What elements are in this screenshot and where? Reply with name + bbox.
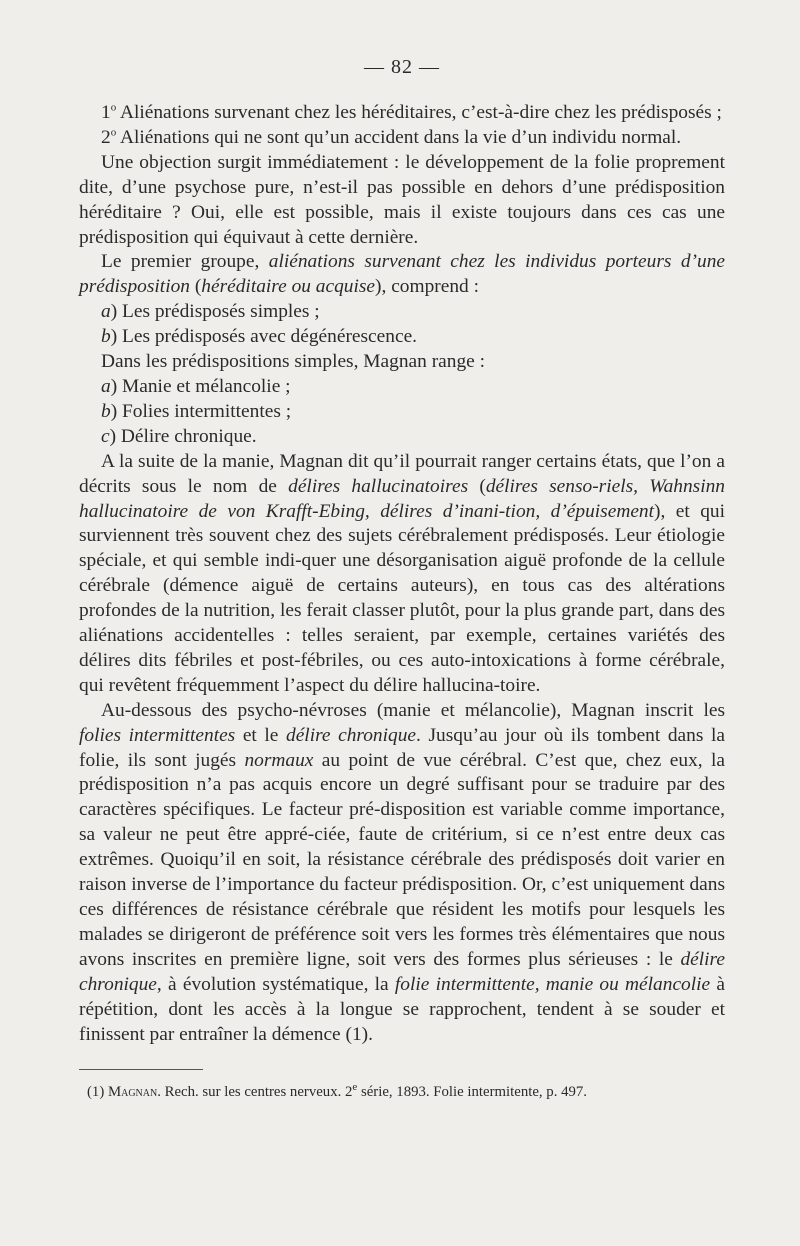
paragraph xyxy=(79,300,725,325)
paragraph xyxy=(79,325,725,350)
superscript: e xyxy=(352,1081,358,1094)
page xyxy=(79,56,725,1102)
italic-span: a xyxy=(101,301,111,323)
paragraph xyxy=(79,400,725,425)
text-span: (1) xyxy=(87,1084,108,1101)
text-span: A la suite de la manie, Magnan dit qu’il pourrait ranger certains états, que l’on a décrits sous le nom de xyxy=(79,450,725,497)
italic-span: héréditaire ou acquise xyxy=(201,276,376,298)
footnote-rule xyxy=(79,1069,203,1070)
italic-span: folie intermittente, manie ou mélancolie xyxy=(394,973,711,995)
paragraph xyxy=(79,151,725,251)
superscript: o xyxy=(110,126,117,139)
text-span: ( xyxy=(189,276,202,298)
paragraph xyxy=(79,375,725,400)
text-span: Aliénations qui ne sont qu’un accident dans la vie d’un individu normal. xyxy=(116,126,682,148)
italic-span: c xyxy=(101,425,110,447)
text-span: ) Les prédisposés simples ; xyxy=(110,301,320,323)
paragraph xyxy=(79,126,725,151)
italic-span: folies intermittentes xyxy=(79,724,236,746)
text-span: ) Délire chronique. xyxy=(109,425,257,447)
paragraph xyxy=(79,699,725,1048)
text-span: Magnan xyxy=(107,1084,158,1101)
text-span: Dans les prédispositions simples, Magnan range : xyxy=(101,351,485,373)
text-span: ), comprend : xyxy=(375,276,479,298)
text-span: 2 xyxy=(101,126,111,148)
body-text xyxy=(79,101,725,1047)
text-span: Le premier groupe, xyxy=(101,251,269,273)
italic-span: aliénations survenant chez les individus porteurs d’une prédisposition xyxy=(79,251,726,298)
italic-span: a xyxy=(101,375,111,397)
text-span: Une objection surgit immédiatement : le développement de la folie proprement dite, d’une psychose pure, n’est-il pas possible en dehors d’une prédisposition héréditaire ? Oui, elle est possible, mais il existe toujours dans ces cas une prédisposition qui équivaut à cette dernière. xyxy=(79,151,725,248)
text-span: à répétition, dont les accès à la longue se rapprochent, tendent à se souder et finissent par entraîner la démence (1). xyxy=(79,973,725,1045)
paragraph xyxy=(79,450,725,699)
text-span: ) Manie et mélancolie ; xyxy=(110,375,291,397)
italic-span: délire chronique xyxy=(286,724,417,746)
text-span: série, 1893. Folie intermitente, p. 497. xyxy=(357,1084,588,1101)
superscript: o xyxy=(110,101,117,114)
text-span: au point de vue cérébral. C’est que, chez eux, la prédisposition n’a pas acquis encore un degré suffisant pour se traduire par des caractères spécifiques. Le facteur pré-disposition est variable comme importance, sa valeur ne peut être appré-ciée, faute de critérium, si ce n’est entre deux cas extrêmes. Quoiqu’il en soit, la résistance cérébrale des prédisposés doit varier en raison inverse de l’importance du facteur prédisposition. Or, c’est uniquement dans ces différences de résistance cérébrale que résident les motifs pour lesquels les malades se dirigeront de préférence soit vers les formes très élémentaires que nous avons inscrites en première ligne, soit vers des formes plus sérieuses : le xyxy=(79,749,725,970)
text-span: . Rech. sur les centres nerveux. 2 xyxy=(157,1084,353,1101)
paragraph xyxy=(79,101,725,126)
text-span: ), et qui surviennent très souvent chez des sujets cérébralement prédisposés. Leur étiologie spéciale, et qui semble indi-quer une désorganisation aiguë profonde de la cellule cérébrale (démence aiguë de certains auteurs), en tous cas des altérations profondes de la nutrition, les ferait classer plutôt, pour la plus grande part, dans des aliénations accidentelles : telles seraient, par exemple, certaines variétés des délires dits fébriles et post-fébriles, ou ces auto-intoxications à forme cérébrale, qui revêtent fréquemment l’aspect du délire hallucina-toire. xyxy=(79,500,725,696)
text-span: , à évolution systématique, la xyxy=(156,973,395,995)
text-span: 1 xyxy=(101,102,111,123)
paragraph xyxy=(79,250,725,300)
text-span: . Jusqu’au jour où ils tombent dans la folie, ils sont jugés xyxy=(79,724,725,771)
footnote xyxy=(79,1082,725,1102)
text-span: ( xyxy=(468,475,486,497)
italic-span: normaux xyxy=(244,749,314,771)
text-span: Au-dessous des psycho-névroses (manie et mélancolie), Magnan inscrit les xyxy=(101,699,725,721)
italic-span: délires senso-riels, Wahnsinn hallucinatoire de von Krafft-Ebing, délires d’inani-tion, d’épuisement xyxy=(79,475,725,522)
text-span: et le xyxy=(235,724,286,746)
italic-span: délire chronique xyxy=(79,948,725,995)
paragraph xyxy=(79,425,725,450)
italic-span: b xyxy=(101,400,111,422)
paragraph xyxy=(79,350,725,375)
text-span: ) Les prédisposés avec dégénérescence. xyxy=(110,326,418,348)
italic-span: délires hallucinatoires xyxy=(288,475,469,497)
page-number: — 82 — xyxy=(364,56,440,78)
text-span: ) Folies intermittentes ; xyxy=(110,400,292,422)
italic-span: b xyxy=(101,326,111,348)
text-span: Aliénations survenant chez les héréditaires, c’est-à-dire chez les prédisposés ; xyxy=(116,102,722,123)
